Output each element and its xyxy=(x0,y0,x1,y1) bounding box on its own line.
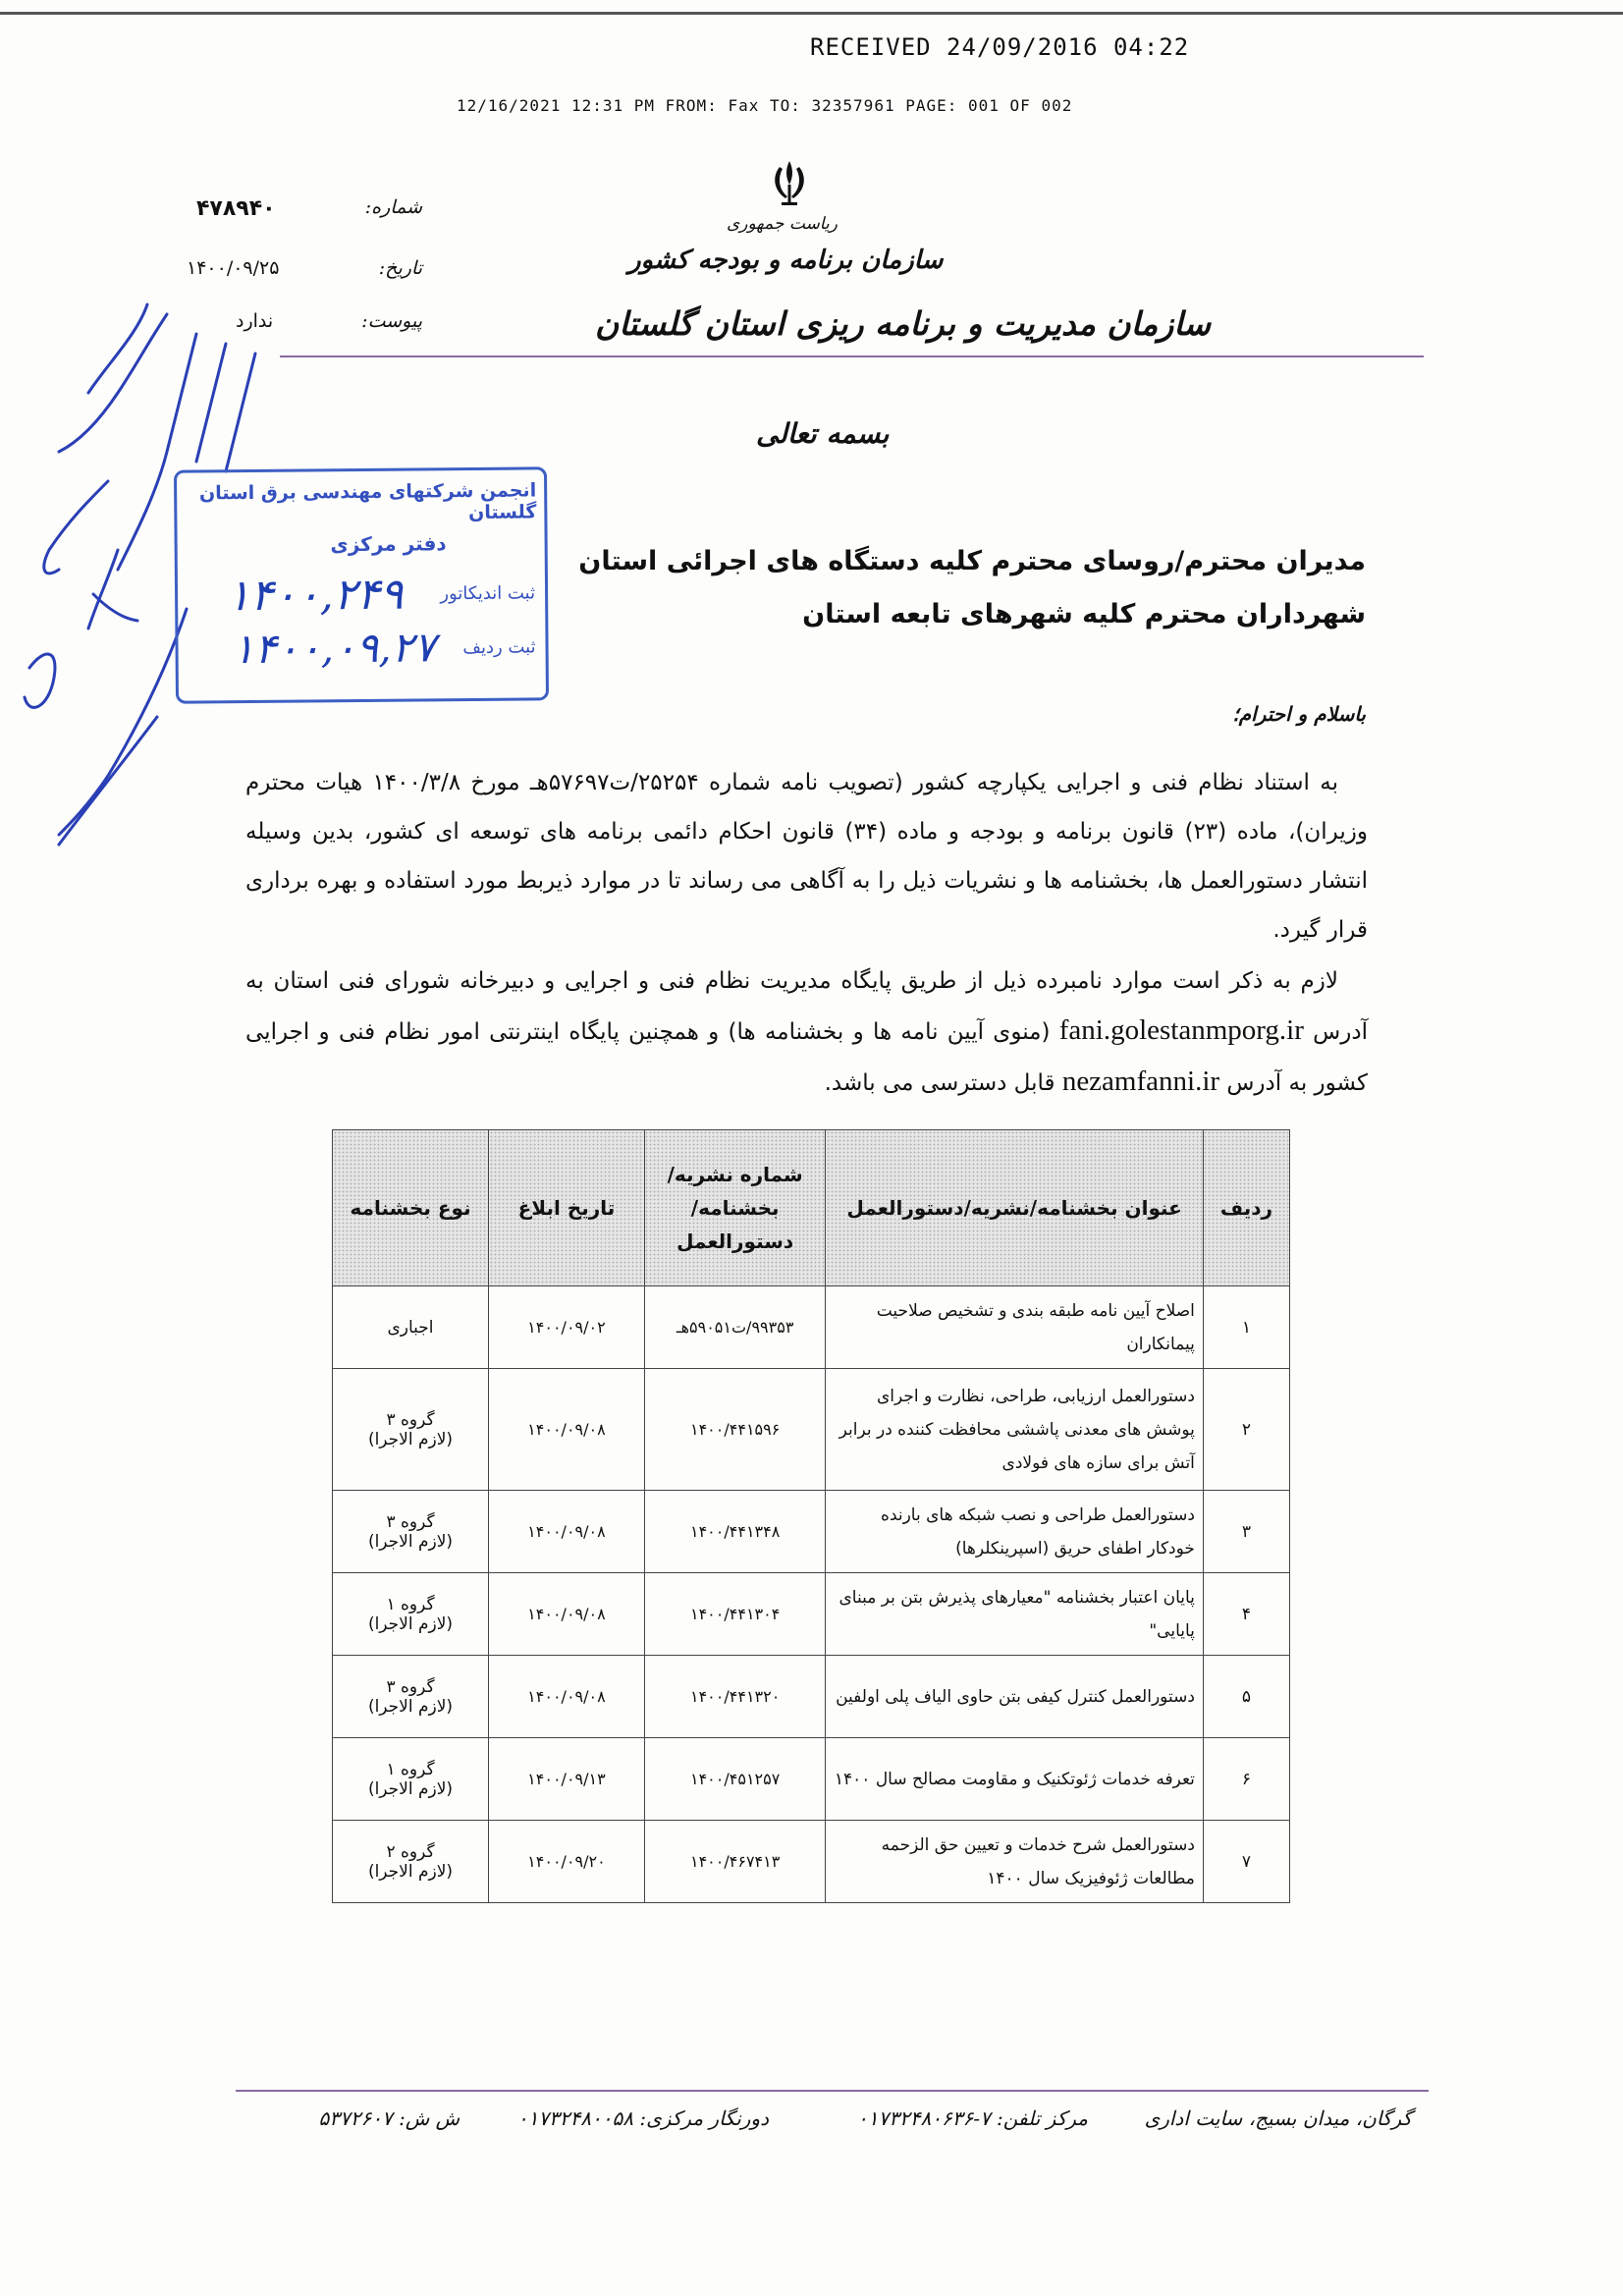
cell-date: ۱۴۰۰/۰۹/۲۰ xyxy=(489,1821,645,1903)
letter-attachment-value: ندارد xyxy=(236,310,274,332)
cell-title: اصلاح آیین نامه طبقه بندی و تشخیص صلاحیت پیمانکاران xyxy=(826,1286,1203,1369)
cell-row-number: ۲ xyxy=(1203,1369,1289,1491)
recipients-block xyxy=(578,535,1366,641)
cell-type-note: (لازم الاجرا) xyxy=(367,1778,454,1799)
body-paragraph-2-part-b: (منوی آیین نامه ها و بخشنامه ها) و همچنین پایگاه اینترنتی امور نظام فنی و اجرایی کشور به آدرس xyxy=(245,1019,1368,1096)
letter-date-label: تاریخ: xyxy=(378,257,422,279)
letterhead-ministry: سازمان برنامه و بودجه کشور xyxy=(628,246,944,275)
table-row xyxy=(333,1369,1290,1491)
table-row xyxy=(333,1573,1290,1656)
cell-row-number: ۷ xyxy=(1203,1821,1289,1903)
circulars-table xyxy=(332,1129,1290,1903)
website-link-nezamfanni[interactable]: nezamfanni.ir xyxy=(1061,1066,1220,1097)
cell-type xyxy=(333,1656,489,1738)
cell-title: دستورالعمل شرح خدمات و تعیین حق الزحمه مطالعات ژئوفیزیک سال ۱۴۰۰ xyxy=(826,1821,1203,1903)
fax-received-stamp: RECEIVED 24/09/2016 04:22 xyxy=(810,33,1190,61)
cell-type-group: گروه ۱ xyxy=(386,1594,435,1614)
footer-address: گرگان، میدان بسیج، سایت اداری xyxy=(1144,2106,1412,2130)
received-stamp xyxy=(174,466,549,703)
cell-row-number: ۶ xyxy=(1203,1738,1289,1821)
header-type: نوع بخشنامه xyxy=(333,1130,489,1286)
stamp-indicator-label: ثبت اندیکاتور xyxy=(440,582,536,605)
cell-title: دستورالعمل طراحی و نصب شبکه های بارنده خودکار اطفای حریق (اسپرینکلرها) xyxy=(826,1491,1203,1573)
body-paragraph-1: به استناد نظام فنی و اجرایی یکپارچه کشور (تصویب نامه شماره ۲۵۲۵۴/ت۵۷۶۹۷هـ مورخ ۱۴۰۰/۳/۸ هیات محترم وزیران)، ماده (۲۳) قانون برنامه و بودجه و ماده (۳۴) قانون احکام دائمی برنامه های توسعه ای کشور، بدین وسیله انتشار دستورالعمل ها، بخشنامه ها و نشریات ذیل را به آگاهی می رساند تا در موارد ذیربط مورد استفاده و بهره برداری قرار گیرد. xyxy=(245,770,1368,943)
cell-type-note: (لازم الاجرا) xyxy=(367,1613,454,1634)
scan-top-edge xyxy=(0,0,1623,15)
header-row-number: ردیف xyxy=(1203,1130,1289,1286)
header-date: تاریخ ابلاغ xyxy=(489,1130,645,1286)
cell-type xyxy=(333,1286,489,1369)
basmala: بسمه تعالی xyxy=(756,417,890,450)
stamp-indicator-value: ۱۴۰۰,۲۴۹ xyxy=(226,569,404,622)
cell-type-note: (لازم الاجرا) xyxy=(367,1531,454,1552)
cell-date: ۱۴۰۰/۰۹/۰۲ xyxy=(489,1286,645,1369)
cell-date: ۱۴۰۰/۰۹/۰۸ xyxy=(489,1573,645,1656)
cell-type-group: گروه ۳ xyxy=(386,1511,435,1532)
letter-body xyxy=(245,758,1368,1108)
letterhead-presidency: ریاست جمهوری xyxy=(727,214,838,234)
cell-title: تعرفه خدمات ژئوتکنیک و مقاومت مصالح سال ۱۴۰۰ xyxy=(826,1738,1203,1821)
cell-row-number: ۴ xyxy=(1203,1573,1289,1656)
cell-type-group: گروه ۳ xyxy=(386,1409,435,1430)
cell-title: دستورالعمل ارزیابی، طراحی، نظارت و اجرای پوشش های معدنی پاششی محافظت کننده در برابر آتش برای سازه های فولادی xyxy=(826,1369,1203,1491)
recipient-line-2: شهرداران محترم کلیه شهرهای تابعه استان xyxy=(802,599,1366,629)
cell-title: پایان اعتبار بخشنامه "معیارهای پذیرش بتن بر مبنای پایایی" xyxy=(826,1573,1203,1656)
table-row xyxy=(333,1491,1290,1573)
letterhead-divider xyxy=(280,355,1424,357)
cell-type-group: گروه ۳ xyxy=(386,1676,435,1697)
footer-postal-code: ش ش: ۵۳۷۲۶۰۷ xyxy=(318,2106,460,2130)
header-number: شماره نشریه/بخشنامه/دستورالعمل xyxy=(644,1130,826,1286)
cell-type xyxy=(333,1369,489,1491)
cell-date: ۱۴۰۰/۰۹/۰۸ xyxy=(489,1656,645,1738)
footer-phone: مرکز تلفن: ۷-۰۱۷۳۲۴۸۰۶۳۶ xyxy=(857,2106,1088,2130)
table-row xyxy=(333,1821,1290,1903)
cell-type xyxy=(333,1821,489,1903)
table-header-row xyxy=(333,1130,1290,1286)
cell-row-number: ۳ xyxy=(1203,1491,1289,1573)
cell-number: ۱۴۰۰/۴۵۱۲۵۷ xyxy=(644,1738,826,1821)
greeting: باسلام و احترام؛ xyxy=(1232,702,1366,726)
cell-number: ۱۴۰۰/۴۴۱۳۲۰ xyxy=(644,1656,826,1738)
cell-type-note: (لازم الاجرا) xyxy=(367,1429,454,1449)
fax-transmission-line: 12/16/2021 12:31 PM FROM: Fax TO: 32357961 PAGE: 001 OF 002 xyxy=(457,96,1073,115)
cell-type-note: (لازم الاجرا) xyxy=(367,1696,454,1717)
cell-date: ۱۴۰۰/۰۹/۰۸ xyxy=(489,1491,645,1573)
stamp-title: انجمن شرکتهای مهندسی برق استان گلستان xyxy=(198,479,537,524)
stamp-row-value: ۱۴۰۰,۰۹,۲۷ xyxy=(232,623,436,674)
letterhead-province-org: سازمان مدیریت و برنامه ریزی استان گلستان xyxy=(595,304,1211,343)
body-paragraph-2 xyxy=(245,957,1368,1108)
cell-type-group: اجباری xyxy=(387,1317,434,1338)
website-link-fani[interactable]: fani.golestanmporg.ir xyxy=(1058,1014,1304,1046)
cell-title: دستورالعمل کنترل کیفی بتن حاوی الیاف پلی اولفین xyxy=(826,1656,1203,1738)
cell-number: ۱۴۰۰/۴۴۱۳۴۸ xyxy=(644,1491,826,1573)
cell-type xyxy=(333,1573,489,1656)
letter-number-label: شماره: xyxy=(364,196,422,218)
footer-fax: دورنگار مرکزی: ۰۱۷۳۲۴۸۰۰۵۸ xyxy=(516,2106,769,2130)
cell-type xyxy=(333,1738,489,1821)
table-row xyxy=(333,1286,1290,1369)
header-title: عنوان بخشنامه/نشریه/دستورالعمل xyxy=(826,1130,1203,1286)
cell-number: ۱۴۰۰/۴۴۱۵۹۶ xyxy=(644,1369,826,1491)
stamp-row-label: ثبت ردیف xyxy=(462,636,536,659)
cell-type-group: گروه ۱ xyxy=(386,1759,435,1779)
iran-emblem-icon xyxy=(766,157,813,208)
cell-type-group: گروه ۲ xyxy=(386,1841,435,1862)
recipient-line-1: مدیران محترم/روسای محترم کلیه دستگاه های اجرائی استان xyxy=(578,546,1366,576)
cell-type xyxy=(333,1491,489,1573)
cell-number: ۹۹۳۵۳/ت۵۹۰۵۱هـ xyxy=(644,1286,826,1369)
cell-number: ۱۴۰۰/۴۶۷۴۱۳ xyxy=(644,1821,826,1903)
letter-date-value: ۱۴۰۰/۰۹/۲۵ xyxy=(187,257,280,279)
cell-row-number: ۵ xyxy=(1203,1656,1289,1738)
cell-date: ۱۴۰۰/۰۹/۰۸ xyxy=(489,1369,645,1491)
cell-type-note: (لازم الاجرا) xyxy=(367,1861,454,1882)
stamp-subtitle: دفتر مرکزی xyxy=(330,531,447,557)
body-paragraph-2-part-c: قابل دسترسی می باشد. xyxy=(824,1070,1055,1096)
body-paragraph-2-part-a: لازم به ذکر است موارد نامبرده ذیل از طریق پایگاه مدیریت نظام فنی و اجرایی و دبیرخانه شورای فنی استان به آدرس xyxy=(245,968,1368,1045)
footer-divider xyxy=(236,2090,1429,2092)
cell-row-number: ۱ xyxy=(1203,1286,1289,1369)
cell-number: ۱۴۰۰/۴۴۱۳۰۴ xyxy=(644,1573,826,1656)
table-row xyxy=(333,1656,1290,1738)
letter-attachment-label: پیوست: xyxy=(361,310,422,332)
cell-date: ۱۴۰۰/۰۹/۱۳ xyxy=(489,1738,645,1821)
letter-number-value: ۴۷۸۹۴۰ xyxy=(196,196,276,221)
table-row xyxy=(333,1738,1290,1821)
